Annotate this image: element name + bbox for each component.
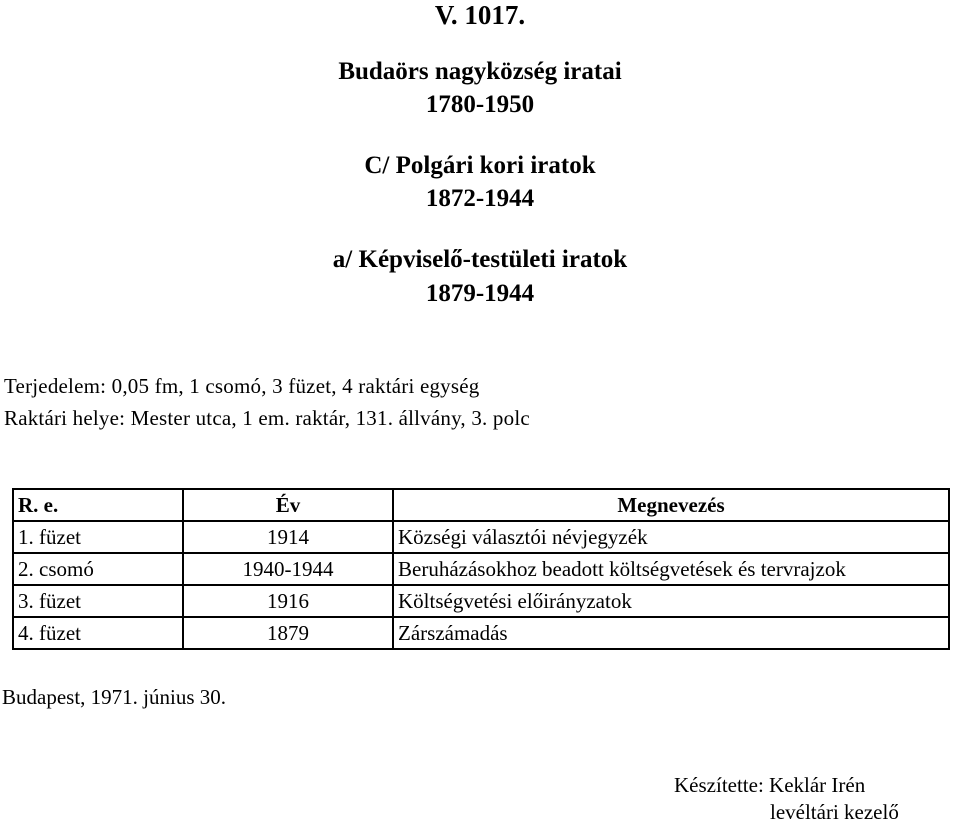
cell-year: 1940-1944 (183, 553, 393, 585)
table-header-row (13, 489, 949, 521)
table-row (13, 553, 949, 585)
series-years: 1879-1944 (425, 280, 535, 307)
extent-text: Terjedelem: 0,05 fm, 1 csomó, 3 füzet, 4 raktári egység (4, 374, 480, 398)
cell-re: 1. füzet (13, 521, 183, 553)
cell-year: 1916 (183, 585, 393, 617)
fonds-title: Budaörs nagyközség iratai (338, 58, 622, 85)
cell-name: Költségvetési előirányzatok (393, 585, 949, 617)
inventory-table (12, 488, 950, 650)
header-re: R. e. (13, 489, 183, 521)
cell-year: 1879 (183, 617, 393, 649)
document-number: V. 1017. (434, 0, 526, 30)
table-row (13, 521, 949, 553)
author-line: Készítette: Keklár Irén (674, 773, 866, 797)
cell-re: 2. csomó (13, 553, 183, 585)
fonds-years: 1780-1950 (425, 91, 535, 118)
table-row (13, 585, 949, 617)
cell-year: 1914 (183, 521, 393, 553)
cell-re: 4. füzet (13, 617, 183, 649)
table-row (13, 617, 949, 649)
cell-name: Zárszámadás (393, 617, 949, 649)
section-title: C/ Polgári kori iratok (364, 152, 596, 179)
cell-name: Községi választói névjegyzék (393, 521, 949, 553)
header-name: Megnevezés (393, 489, 949, 521)
header-year: Év (183, 489, 393, 521)
storage-location-text: Raktári helye: Mester utca, 1 em. raktár, 131. állvány, 3. polc (4, 406, 530, 430)
author-title: levéltári kezelő (770, 800, 899, 824)
cell-re: 3. füzet (13, 585, 183, 617)
cell-name: Beruházásokhoz beadott költségvetések és tervrajzok (393, 553, 949, 585)
series-title: a/ Képviselő-testületi iratok (332, 246, 628, 273)
section-years: 1872-1944 (425, 185, 535, 212)
closing-place-date: Budapest, 1971. június 30. (2, 685, 226, 709)
